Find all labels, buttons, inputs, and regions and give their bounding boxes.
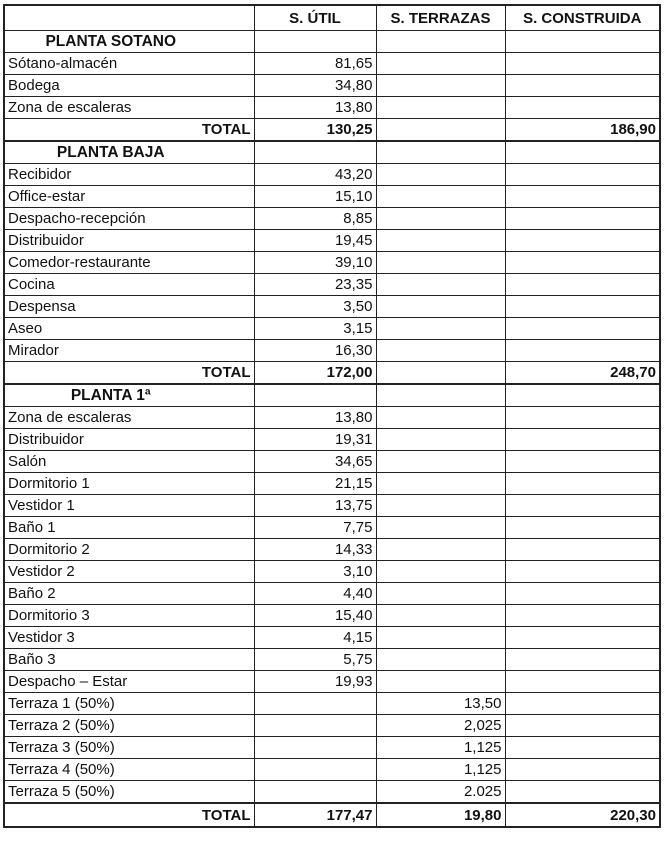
terrazas-value	[376, 340, 505, 362]
terrazas-value	[376, 296, 505, 318]
table-row	[4, 318, 660, 340]
table-row	[4, 53, 660, 75]
terrazas-value	[376, 164, 505, 186]
util-value: 15,10	[254, 186, 376, 208]
section-title-row	[4, 141, 660, 164]
table-row	[4, 649, 660, 671]
table-row	[4, 186, 660, 208]
table-row	[4, 627, 660, 649]
terrazas-value: 1,125	[376, 759, 505, 781]
construida-value	[505, 318, 660, 340]
construida-value	[505, 451, 660, 473]
room-label: Bodega	[4, 75, 254, 97]
terrazas-value	[376, 671, 505, 693]
construida-value	[505, 715, 660, 737]
construida-value	[505, 737, 660, 759]
header-util-cell: S. ÚTIL	[254, 5, 376, 31]
room-label: Zona de escaleras	[4, 407, 254, 429]
terrazas-value	[376, 451, 505, 473]
util-value: 14,33	[254, 539, 376, 561]
room-label: Vestidor 2	[4, 561, 254, 583]
section-title-row	[4, 384, 660, 407]
util-value: 15,40	[254, 605, 376, 627]
terrazas-value	[376, 97, 505, 119]
header-row	[4, 5, 660, 31]
header-construida-cell: S. CONSTRUIDA	[505, 5, 660, 31]
total-terrazas-value	[376, 119, 505, 142]
util-value	[254, 693, 376, 715]
terrazas-value	[376, 539, 505, 561]
util-value: 4,15	[254, 627, 376, 649]
empty-cell	[376, 31, 505, 53]
construida-value	[505, 649, 660, 671]
room-label: Baño 2	[4, 583, 254, 605]
total-util-value: 177,47	[254, 803, 376, 827]
construida-value	[505, 252, 660, 274]
terrazas-value	[376, 605, 505, 627]
terrazas-value	[376, 230, 505, 252]
util-value: 34,65	[254, 451, 376, 473]
util-value: 4,40	[254, 583, 376, 605]
room-label: Terraza 2 (50%)	[4, 715, 254, 737]
total-construida-value: 248,70	[505, 362, 660, 385]
construida-value	[505, 781, 660, 804]
table-row	[4, 407, 660, 429]
construida-value	[505, 97, 660, 119]
empty-cell	[505, 31, 660, 53]
terrazas-value	[376, 252, 505, 274]
table-row	[4, 451, 660, 473]
section-title: PLANTA SOTANO	[4, 31, 254, 53]
table-row	[4, 583, 660, 605]
construida-value	[505, 186, 660, 208]
empty-cell	[254, 384, 376, 407]
terrazas-value	[376, 429, 505, 451]
construida-value	[505, 671, 660, 693]
total-label: TOTAL	[4, 119, 254, 142]
table-row	[4, 230, 660, 252]
header-terrazas-cell: S. TERRAZAS	[376, 5, 505, 31]
empty-cell	[376, 384, 505, 407]
total-construida-value: 186,90	[505, 119, 660, 142]
terrazas-value	[376, 53, 505, 75]
util-value: 19,31	[254, 429, 376, 451]
section-title: PLANTA 1ª	[4, 384, 254, 407]
table-row	[4, 164, 660, 186]
room-label: Cocina	[4, 274, 254, 296]
room-label: Dormitorio 2	[4, 539, 254, 561]
table-row	[4, 693, 660, 715]
table-row	[4, 737, 660, 759]
terrazas-value: 2.025	[376, 781, 505, 804]
empty-cell	[505, 384, 660, 407]
util-value: 13,80	[254, 407, 376, 429]
total-util-value: 130,25	[254, 119, 376, 142]
empty-cell	[505, 141, 660, 164]
room-label: Terraza 3 (50%)	[4, 737, 254, 759]
room-label: Comedor-restaurante	[4, 252, 254, 274]
util-value: 21,15	[254, 473, 376, 495]
table-row	[4, 605, 660, 627]
table-row	[4, 296, 660, 318]
table-row	[4, 252, 660, 274]
empty-cell	[376, 141, 505, 164]
construida-value	[505, 561, 660, 583]
terrazas-value	[376, 495, 505, 517]
surface-table	[3, 4, 661, 828]
total-terrazas-value	[376, 362, 505, 385]
construida-value	[505, 340, 660, 362]
table-row	[4, 274, 660, 296]
terrazas-value	[376, 407, 505, 429]
construida-value	[505, 274, 660, 296]
room-label: Distribuidor	[4, 230, 254, 252]
construida-value	[505, 517, 660, 539]
total-label: TOTAL	[4, 362, 254, 385]
table-row	[4, 671, 660, 693]
construida-value	[505, 407, 660, 429]
util-value	[254, 759, 376, 781]
construida-value	[505, 473, 660, 495]
terrazas-value	[376, 186, 505, 208]
terrazas-value	[376, 561, 505, 583]
table-row	[4, 340, 660, 362]
room-label: Distribuidor	[4, 429, 254, 451]
util-value: 13,75	[254, 495, 376, 517]
room-label: Terraza 4 (50%)	[4, 759, 254, 781]
terrazas-value	[376, 75, 505, 97]
terrazas-value	[376, 473, 505, 495]
util-value	[254, 737, 376, 759]
util-value: 3,50	[254, 296, 376, 318]
construida-value	[505, 759, 660, 781]
util-value: 7,75	[254, 517, 376, 539]
table-row	[4, 429, 660, 451]
room-label: Despacho – Estar	[4, 671, 254, 693]
construida-value	[505, 583, 660, 605]
construida-value	[505, 208, 660, 230]
room-label: Recibidor	[4, 164, 254, 186]
room-label: Vestidor 1	[4, 495, 254, 517]
construida-value	[505, 495, 660, 517]
terrazas-value: 1,125	[376, 737, 505, 759]
terrazas-value	[376, 318, 505, 340]
total-row	[4, 119, 660, 142]
util-value: 19,93	[254, 671, 376, 693]
construida-value	[505, 539, 660, 561]
util-value: 3,15	[254, 318, 376, 340]
room-label: Dormitorio 3	[4, 605, 254, 627]
terrazas-value	[376, 517, 505, 539]
header-label-cell	[4, 5, 254, 31]
room-label: Aseo	[4, 318, 254, 340]
table-row	[4, 97, 660, 119]
room-label: Zona de escaleras	[4, 97, 254, 119]
construida-value	[505, 605, 660, 627]
empty-cell	[254, 31, 376, 53]
table-row	[4, 759, 660, 781]
room-label: Mirador	[4, 340, 254, 362]
total-construida-value: 220,30	[505, 803, 660, 827]
room-label: Baño 3	[4, 649, 254, 671]
terrazas-value: 13,50	[376, 693, 505, 715]
empty-cell	[254, 141, 376, 164]
surface-table-body	[4, 5, 660, 827]
util-value: 19,45	[254, 230, 376, 252]
util-value: 81,65	[254, 53, 376, 75]
room-label: Office-estar	[4, 186, 254, 208]
room-label: Terraza 1 (50%)	[4, 693, 254, 715]
terrazas-value	[376, 649, 505, 671]
construida-value	[505, 53, 660, 75]
util-value	[254, 715, 376, 737]
room-label: Vestidor 3	[4, 627, 254, 649]
util-value: 34,80	[254, 75, 376, 97]
total-terrazas-value: 19,80	[376, 803, 505, 827]
room-label: Sótano-almacén	[4, 53, 254, 75]
terrazas-value: 2,025	[376, 715, 505, 737]
util-value: 23,35	[254, 274, 376, 296]
total-row	[4, 362, 660, 385]
util-value: 5,75	[254, 649, 376, 671]
table-row	[4, 715, 660, 737]
table-row	[4, 208, 660, 230]
room-label: Dormitorio 1	[4, 473, 254, 495]
total-util-value: 172,00	[254, 362, 376, 385]
util-value	[254, 781, 376, 804]
terrazas-value	[376, 274, 505, 296]
room-label: Salón	[4, 451, 254, 473]
construida-value	[505, 693, 660, 715]
room-label: Despacho-recepción	[4, 208, 254, 230]
table-row	[4, 517, 660, 539]
table-row	[4, 473, 660, 495]
table-row	[4, 495, 660, 517]
surface-table-sheet	[3, 4, 661, 828]
construida-value	[505, 296, 660, 318]
util-value: 39,10	[254, 252, 376, 274]
terrazas-value	[376, 583, 505, 605]
section-title-row	[4, 31, 660, 53]
total-label: TOTAL	[4, 803, 254, 827]
util-value: 8,85	[254, 208, 376, 230]
construida-value	[505, 75, 660, 97]
construida-value	[505, 230, 660, 252]
util-value: 43,20	[254, 164, 376, 186]
util-value: 16,30	[254, 340, 376, 362]
util-value: 3,10	[254, 561, 376, 583]
total-row	[4, 803, 660, 827]
table-row	[4, 561, 660, 583]
section-title: PLANTA BAJA	[4, 141, 254, 164]
room-label: Terraza 5 (50%)	[4, 781, 254, 804]
terrazas-value	[376, 208, 505, 230]
terrazas-value	[376, 627, 505, 649]
construida-value	[505, 164, 660, 186]
table-row	[4, 539, 660, 561]
table-row	[4, 75, 660, 97]
room-label: Despensa	[4, 296, 254, 318]
room-label: Baño 1	[4, 517, 254, 539]
util-value: 13,80	[254, 97, 376, 119]
table-row	[4, 781, 660, 804]
construida-value	[505, 429, 660, 451]
construida-value	[505, 627, 660, 649]
